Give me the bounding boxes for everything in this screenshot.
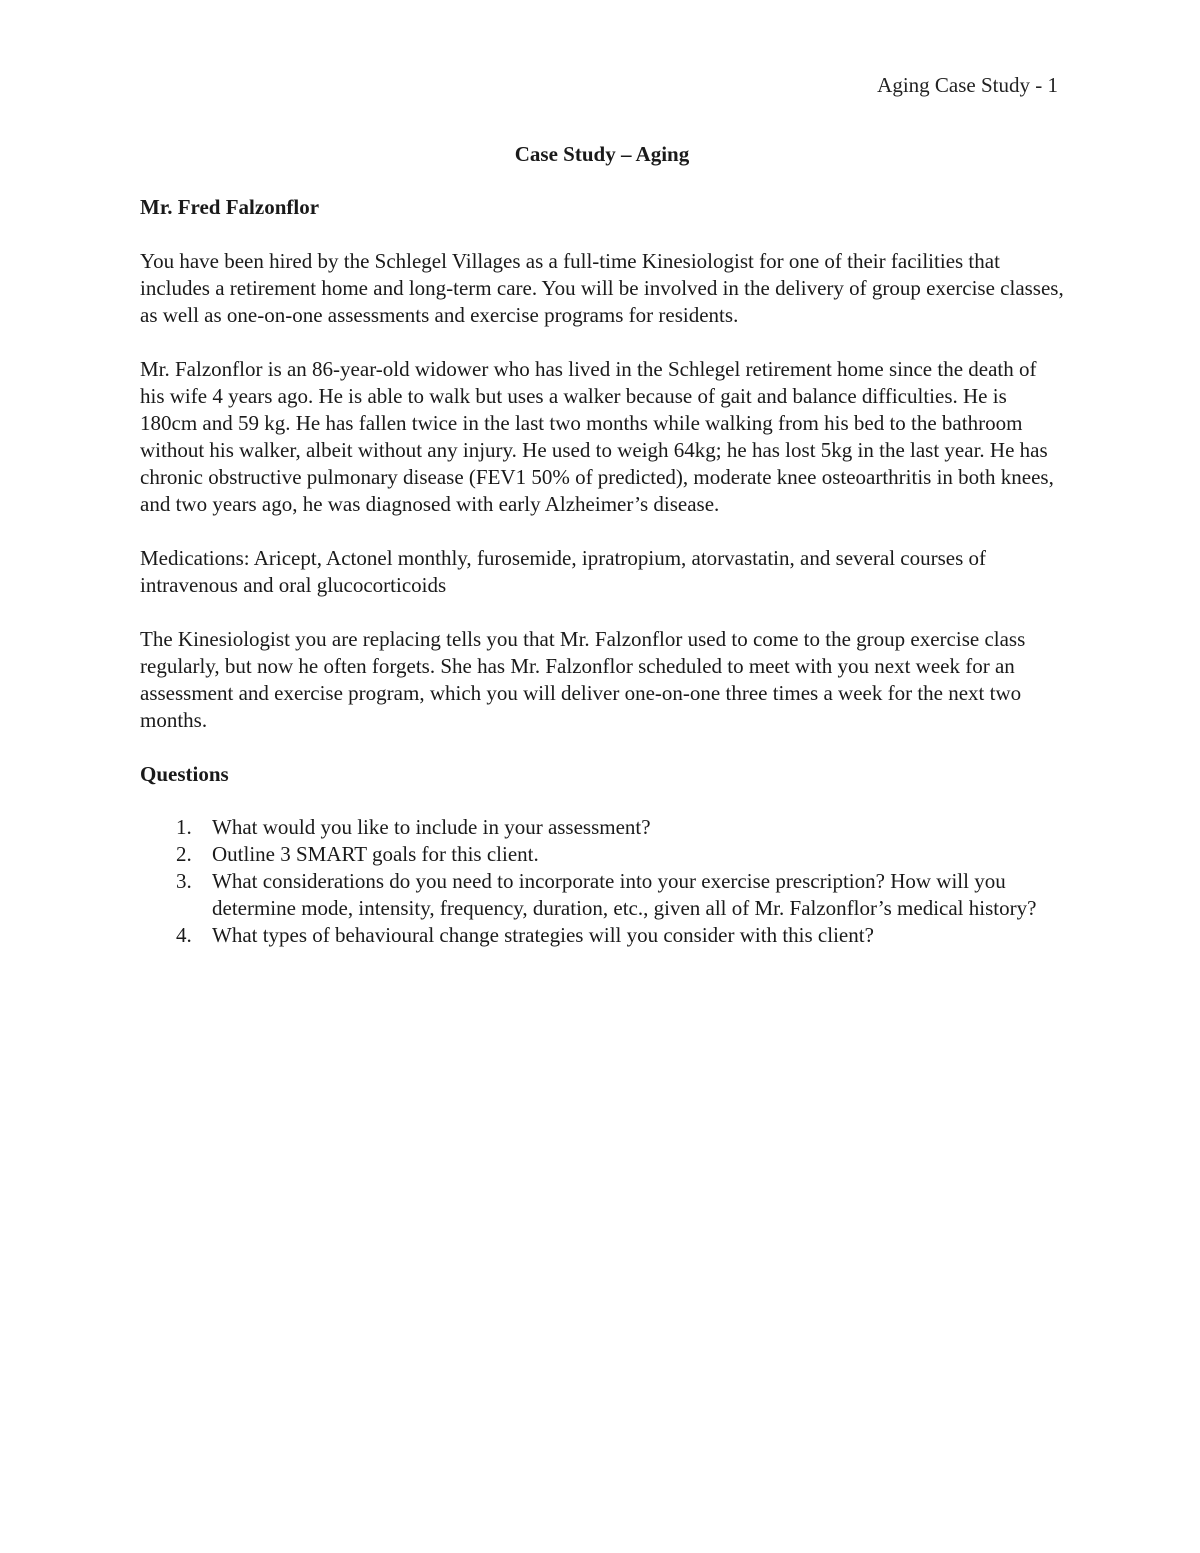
question-number: 2. (176, 842, 192, 866)
question-item (140, 922, 1064, 949)
referral-paragraph: The Kinesiologist you are replacing tells you that Mr. Falzonflor used to come to the group exercise class regularly, but now he often forgets. She has Mr. Falzonflor scheduled to meet with you next week for an assessment and exercise program, which you will deliver one-on-one three times a week for the next two months. (140, 627, 1026, 732)
question-text: Outline 3 SMART goals for this client. (212, 842, 539, 866)
question-text: What considerations do you need to incorporate into your exercise prescription? How will you determine mode, intensity, frequency, duration, etc., given all of Mr. Falzonflor’s medical history? (212, 869, 1037, 920)
question-number: 3. (176, 869, 192, 893)
document-title: Case Study – Aging (514, 142, 690, 166)
running-header: Aging Case Study - 1 (877, 73, 1058, 97)
question-list (140, 814, 1064, 949)
question-text: What types of behavioural change strategies will you consider with this client? (212, 923, 874, 947)
medications-paragraph: Medications: Aricept, Actonel monthly, furosemide, ipratropium, atorvastatin, and several courses of intravenous and oral glucocorticoids (140, 546, 986, 597)
question-number: 4. (176, 923, 192, 947)
question-number: 1. (176, 815, 192, 839)
document-body (140, 141, 1064, 949)
question-text: What would you like to include in your assessment? (212, 815, 651, 839)
question-item (140, 868, 1064, 922)
questions-heading: Questions (140, 762, 229, 786)
intro-paragraph: You have been hired by the Schlegel Villages as a full-time Kinesiologist for one of their facilities that includes a retirement home and long-term care. You will be involved in the delivery of group exercise classes, as well as one-on-one assessments and exercise programs for residents. (140, 249, 1064, 327)
client-name-heading: Mr. Fred Falzonflor (140, 195, 320, 219)
question-item (140, 814, 1064, 841)
question-item (140, 841, 1064, 868)
client-history-paragraph: Mr. Falzonflor is an 86-year-old widower who has lived in the Schlegel retirement home since the death of his wife 4 years ago. He is able to walk but uses a walker because of gait and balance difficulties. He is 180cm and 59 kg. He has fallen twice in the last two months while walking from his bed to the bathroom without his walker, albeit without any injury. He used to weigh 64kg; he has lost 5kg in the last year. He has chronic obstructive pulmonary disease (FEV1 50% of predicted), moderate knee osteoarthritis in both knees, and two years ago, he was diagnosed with early Alzheimer’s disease. (140, 357, 1054, 516)
